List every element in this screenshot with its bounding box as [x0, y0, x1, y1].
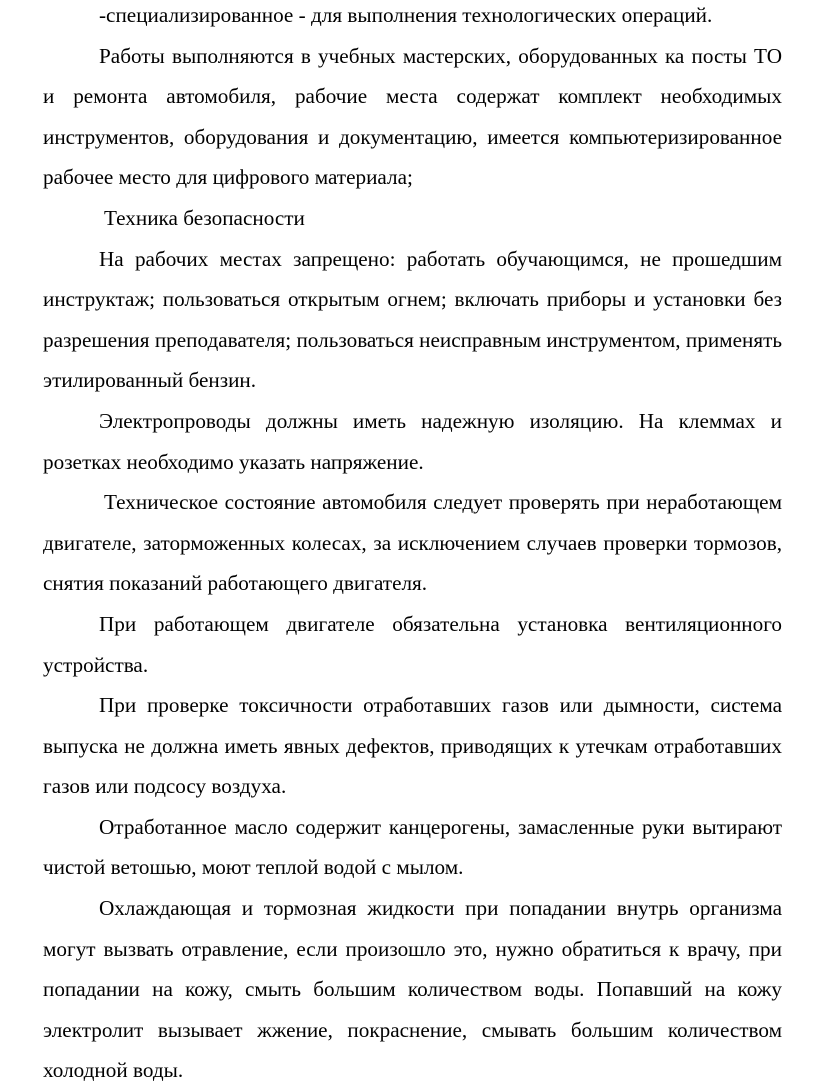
paragraph-specialized-workplace: -специализированное - для выполнения технологических операций.	[99, 3, 713, 27]
paragraph-fluids: Охлаждающая и тормозная жидкости при попадании внутрь организма могут вызвать отравление, если произошло это, нужно обратиться к врачу, при попадании на кожу, смыть большим количеством воды. Попавший на кожу электролит вызывает жжение, покраснение, смывать большим количеством холодной воды.	[43, 896, 782, 1083]
document-page	[43, 0, 782, 1091]
section-heading-safety: Техника безопасности	[104, 205, 305, 230]
paragraph-technical-condition: Техническое состояние автомобиля следует проверять при неработающем двигателе, заторможенных колесах, за исключением случаев проверки тормозов, снятия показаний работающего двигателя.	[43, 490, 782, 596]
paragraph-prohibited: На рабочих местах запрещено: работать обучающимся, не прошедшим инструктаж; пользоваться открытым огнем; включать приборы и установки без разрешения преподавателя; пользоваться неисправным инструментом, применять этилированный бензин.	[43, 246, 782, 393]
paragraph-used-oil: Отработанное масло содержит канцерогены, замасленные руки вытирают чистой ветошью, моют теплой водой с мылом.	[43, 814, 782, 880]
paragraph-ventilation: При работающем двигателе обязательна установка вентиляционного устройства.	[43, 611, 782, 677]
paragraph-toxicity-check: При проверке токсичности отработавших газов или дымности, система выпуска не должна иметь явных дефектов, приводящих к утечкам отработавших газов или подсосу воздуха.	[43, 693, 782, 799]
paragraph-wiring: Электропроводы должны иметь надежную изоляцию. На клеммах и розетках необходимо указать напряжение.	[43, 408, 782, 474]
paragraph-workshops: Работы выполняются в учебных мастерских, оборудованных ка посты ТО и ремонта автомобиля, рабочие места содержат комплект необходимых инструментов, оборудования и документацию, имеется компьютеризированное рабочее место для цифрового материала;	[43, 43, 782, 190]
